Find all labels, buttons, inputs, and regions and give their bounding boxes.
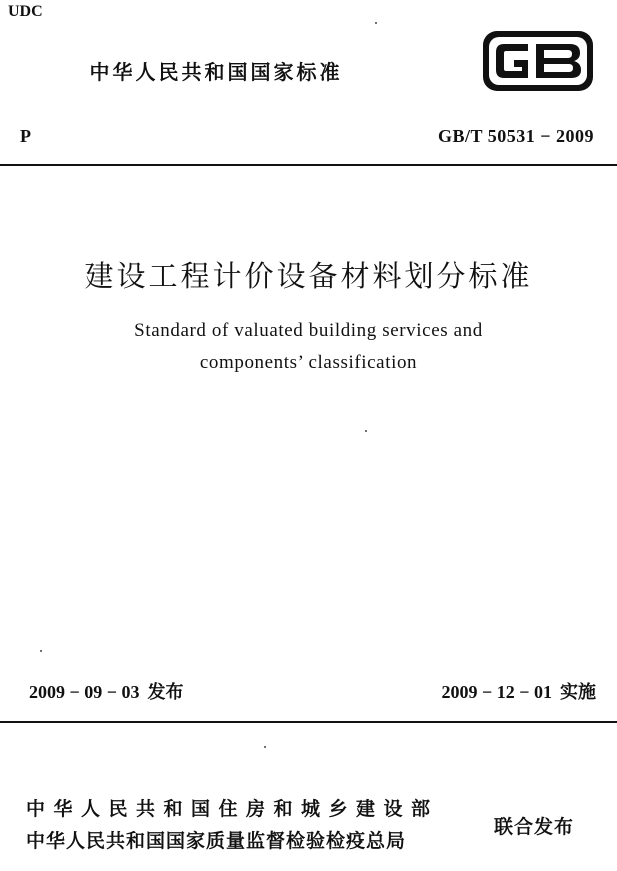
scan-speck: [264, 746, 266, 748]
title-english-line1: Standard of valuated building services and: [134, 320, 483, 341]
scan-speck: [365, 430, 367, 432]
title-chinese: 建设工程计价设备材料划分标准: [84, 259, 533, 293]
issuer-ministry-housing: 中华人民共和国住房和城乡建设部: [26, 798, 439, 820]
effective-label: 实施: [560, 682, 596, 703]
issue-date: 2009 − 09 − 03: [29, 682, 140, 702]
effective-date: 2009 − 12 − 01: [441, 682, 552, 702]
udc-label: UDC: [8, 3, 43, 20]
footer-divider: [0, 721, 617, 723]
gb-logo: [482, 30, 594, 92]
header-divider: [0, 164, 617, 166]
effective-date-block: [441, 678, 596, 704]
scan-speck: [40, 650, 42, 652]
joint-issue-label: 联合发布: [494, 816, 575, 838]
scan-speck: [375, 22, 377, 24]
issue-date-block: [29, 678, 184, 704]
standard-number: GB/T 50531 − 2009: [438, 126, 594, 146]
issue-label: 发布: [147, 682, 184, 703]
national-standard-title: 中华人民共和国国家标准: [89, 60, 343, 84]
title-english-line2: components’ classification: [199, 352, 418, 373]
issuer-aqsiq: 中华人民共和国国家质量监督检验检疫总局: [26, 830, 407, 852]
classification-code: P: [20, 126, 31, 146]
